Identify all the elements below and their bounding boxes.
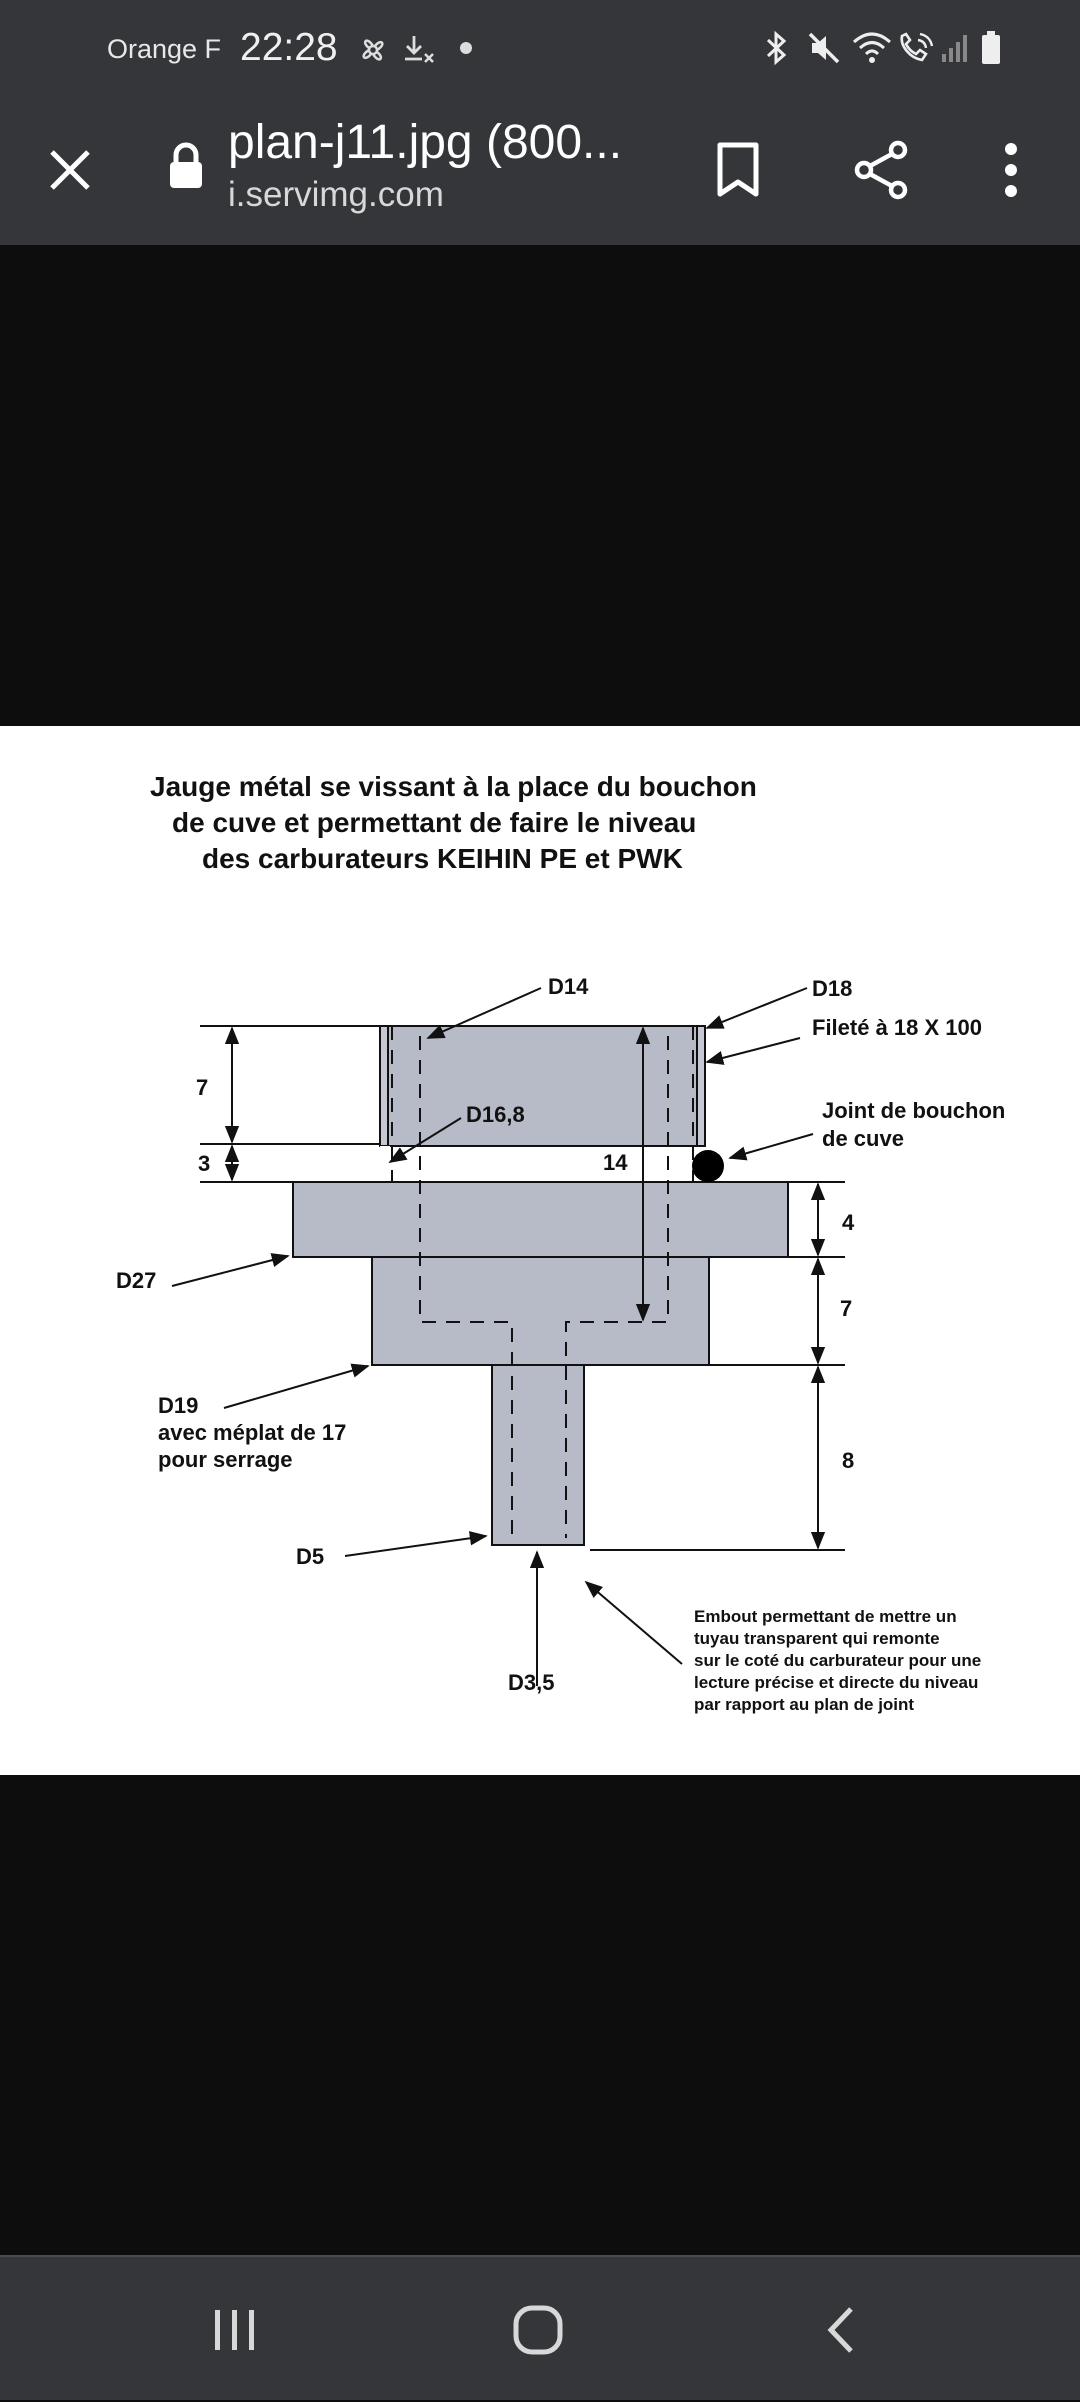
thread-band-left (380, 1026, 388, 1146)
drawing-title-line-3: des carburateurs KEIHIN PE et PWK (202, 843, 683, 874)
wifi-call-icon (896, 30, 936, 66)
more-options-button[interactable] (985, 120, 1037, 220)
signal-icon (940, 32, 970, 64)
thread-band-right (697, 1026, 705, 1146)
page-url[interactable]: i.servimg.com (228, 175, 444, 214)
label-d14: D14 (548, 974, 589, 999)
close-button[interactable] (30, 125, 110, 215)
label-d18: D18 (812, 976, 853, 1001)
label-joint-line-2: de cuve (822, 1126, 904, 1151)
note-block (694, 1607, 981, 1714)
note-line-1: Embout permettant de mettre un (694, 1607, 957, 1626)
dim-label-3: 3 (198, 1151, 211, 1176)
label-d19-line-2: avec méplat de 17 (158, 1420, 347, 1445)
page-title[interactable]: plan-j11.jpg (800... (228, 116, 623, 169)
note-line-5: par rapport au plan de joint (694, 1695, 915, 1714)
status-bar (0, 0, 1080, 95)
label-d19-line-3: pour serrage (158, 1447, 293, 1472)
label-d27: D27 (116, 1268, 157, 1293)
bookmark-button[interactable] (698, 120, 778, 220)
technical-drawing-image[interactable] (0, 726, 1080, 1775)
home-button[interactable] (438, 2257, 638, 2402)
clock: 22:28 (240, 26, 338, 69)
seal-recess-left (380, 1146, 390, 1184)
system-nav-bar (0, 2255, 1080, 2400)
download-muted-icon (402, 32, 436, 66)
label-thread: Fileté à 18 X 100 (812, 1015, 982, 1040)
flange-d27 (293, 1182, 788, 1257)
dim-label-8: 8 (842, 1448, 855, 1473)
label-d5: D5 (296, 1544, 325, 1569)
label-d16-8: D16,8 (466, 1102, 525, 1127)
drawing-title-line-2: de cuve et permettant de faire le niveau (172, 807, 697, 838)
wifi-icon (852, 30, 892, 66)
tip-d5 (492, 1365, 584, 1545)
lock-icon (165, 141, 207, 191)
bookmark-icon (716, 142, 760, 198)
carrier-name: Orange F (107, 34, 222, 64)
back-icon (823, 2305, 857, 2355)
gauge-part (293, 1026, 788, 1545)
fan-icon (357, 34, 389, 66)
close-icon (48, 148, 92, 192)
battery-icon (980, 30, 1002, 66)
back-button[interactable] (740, 2257, 940, 2402)
dim-label-14: 14 (603, 1150, 628, 1175)
browser-toolbar (0, 95, 1080, 245)
more-vert-icon (1003, 142, 1019, 198)
dim-label-4: 4 (842, 1210, 855, 1235)
note-line-4: lecture précise et directe du niveau (694, 1673, 979, 1692)
dim-label-7-top: 7 (196, 1075, 209, 1100)
seal-ring (692, 1150, 724, 1182)
label-joint-line-1: Joint de bouchon (822, 1098, 1006, 1123)
threaded-section (380, 1026, 705, 1146)
dot-icon (459, 41, 473, 55)
dim-label-7-right: 7 (840, 1296, 853, 1321)
share-button[interactable] (840, 120, 924, 220)
hex-section-d19 (372, 1257, 709, 1365)
mute-icon (806, 30, 842, 66)
recents-button[interactable] (135, 2257, 335, 2402)
drawing-title-line-1: Jauge métal se vissant à la place du bouchon (150, 771, 757, 802)
drawing-canvas (0, 726, 1080, 1775)
bluetooth-icon (763, 30, 791, 66)
label-d19-line-1: D19 (158, 1393, 199, 1418)
note-line-3: sur le coté du carburateur pour une (694, 1651, 982, 1670)
label-d3-5: D3,5 (508, 1670, 555, 1695)
share-icon (852, 140, 912, 200)
home-icon (511, 2303, 565, 2357)
note-line-2: tuyau transparent qui remonte (694, 1629, 940, 1648)
recents-icon (210, 2308, 260, 2352)
